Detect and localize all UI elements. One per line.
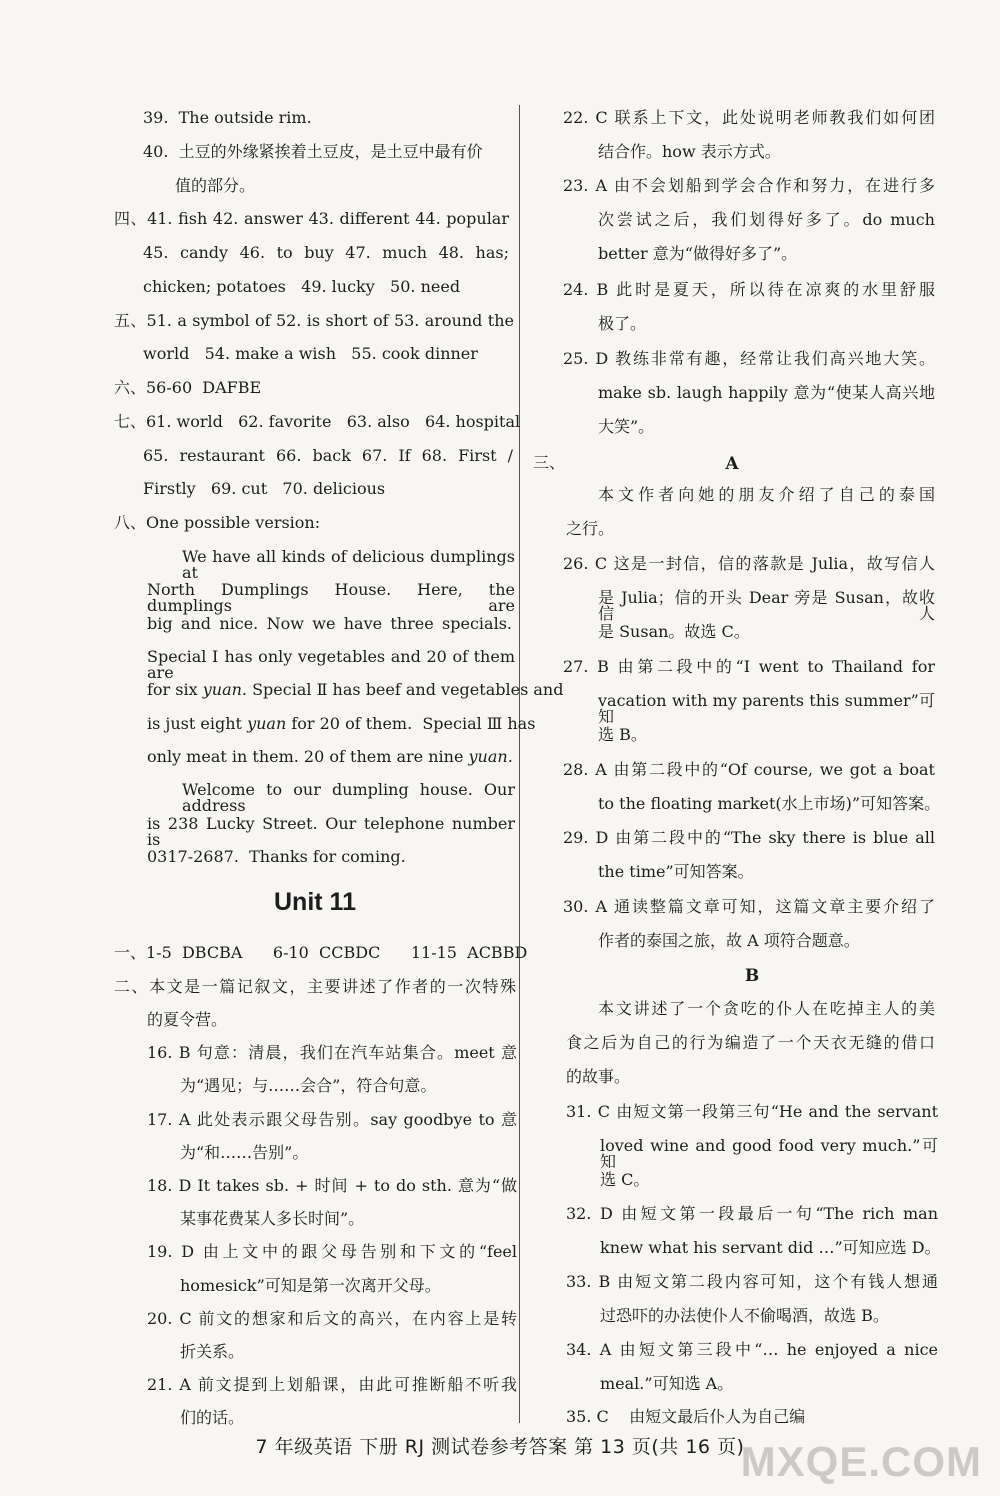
answer-30: 30. A 通读整篇文章可知，这篇文章主要介绍了 bbox=[563, 897, 935, 916]
answer-22-cont: 结合作。how 表示方式。 bbox=[598, 142, 781, 161]
essay-line-2: North Dumplings House. Here, the dumplings are bbox=[147, 580, 515, 615]
unit-section-2: 二、本文是一篇记叙文，主要讲述了作者的一次特殊 bbox=[114, 977, 516, 996]
answer-20: 20. C 前文的想家和后文的高兴，在内容上是转 bbox=[147, 1309, 517, 1328]
answer-32-cont: knew what his servant did …”可知应选 D。 bbox=[600, 1238, 941, 1257]
answer-19-cont: homesick”可知是第一次离开父母。 bbox=[180, 1276, 441, 1295]
essay-line-1: We have all kinds of delicious dumplings at bbox=[182, 547, 515, 582]
section-7-line-3: Firstly 69. cut 70. delicious bbox=[143, 479, 386, 498]
answer-39: 39. The outside rim. bbox=[143, 108, 312, 127]
essay-line-7: only meat in them. 20 of them are nine yuan. bbox=[147, 747, 513, 766]
answer-34: 34. A 由短文第三段中“… he enjoyed a nice bbox=[566, 1340, 938, 1359]
passage-b-summary-cont: 食之后为自己的行为编造了一个天衣无缝的借口 bbox=[566, 1033, 935, 1052]
section-3-label: 三、 bbox=[533, 453, 566, 472]
section-5-line-2: world 54. make a wish 55. cook dinner bbox=[143, 344, 478, 363]
answer-30-cont: 作者的泰国之旅，故 A 项符合题意。 bbox=[598, 931, 860, 950]
answer-25-cont: make sb. laugh happily 意为“使某人高兴地 bbox=[598, 383, 935, 402]
section-6: 六、56-60 DAFBE bbox=[114, 378, 262, 397]
passage-b-summary: 本文讲述了一个贪吃的仆人在吃掉主人的美 bbox=[598, 999, 935, 1018]
answer-26: 26. C 这是一封信，信的落款是 Julia，故写信人 bbox=[563, 554, 935, 573]
section-8-heading: 八、One possible version: bbox=[114, 513, 321, 532]
essay-line-4: Special Ⅰ has only vegetables and 20 of them are bbox=[147, 647, 515, 682]
answer-17-cont: 为“和……告别”。 bbox=[180, 1143, 309, 1162]
answer-21-cont: 们的话。 bbox=[180, 1408, 245, 1427]
answer-31: 31. C 由短文第一段第三句“He and the servant bbox=[566, 1102, 938, 1121]
answer-26-cont: 是 Julia；信的开头 Dear 旁是 Susan，故收信人 bbox=[598, 588, 935, 623]
essay-line-8: Welcome to our dumpling house. Our address bbox=[182, 780, 515, 815]
answer-27: 27. B 由第二段中的“I went to Thailand for bbox=[563, 657, 935, 676]
answer-28-cont: to the floating market(水上市场)”可知答案。 bbox=[598, 794, 941, 813]
unit-section-1: 一、1-5 DBCBA 6-10 CCBDC 11-15 ACBBD bbox=[114, 943, 528, 962]
passage-a-summary: 本文作者向她的朋友介绍了自己的泰国 bbox=[598, 485, 935, 504]
answer-18-cont: 某事花费某人多长时间”。 bbox=[180, 1209, 365, 1228]
page-footer: 7 年级英语 下册 RJ 测试卷参考答案 第 13 页(共 16 页) bbox=[255, 1436, 745, 1458]
essay-line-5: for six yuan. Special Ⅱ has beef and vegetables and bbox=[147, 680, 564, 699]
answer-24-cont: 极了。 bbox=[598, 314, 647, 333]
answer-20-cont: 折关系。 bbox=[180, 1342, 245, 1361]
answer-17: 17. A 此处表示跟父母告别。say goodbye to 意 bbox=[147, 1110, 517, 1129]
passage-a-summary-cont: 之行。 bbox=[566, 519, 615, 538]
answer-16-cont: 为“遇见；与……会合”，符合句意。 bbox=[180, 1076, 437, 1095]
answer-18: 18. D It takes sb. + 时间 + to do sth. 意为“做 bbox=[147, 1176, 517, 1195]
section-4-line-1: 四、41. fish 42. answer 43. different 44. popular bbox=[114, 209, 509, 228]
answer-23: 23. A 由不会划船到学会合作和努力，在进行多 bbox=[563, 176, 935, 195]
section-4-line-3: chicken; potatoes 49. lucky 50. need bbox=[143, 277, 461, 296]
column-divider bbox=[519, 105, 520, 1423]
answer-23-cont: 次尝试之后，我们划得好多了。do much bbox=[598, 210, 935, 229]
essay-line-6: is just eight yuan for 20 of them. Special Ⅲ has bbox=[147, 714, 536, 733]
passage-b-summary-cont-2: 的故事。 bbox=[566, 1067, 631, 1086]
answer-40: 40. 土豆的外缘紧挨着土豆皮，是土豆中最有价 bbox=[143, 142, 483, 161]
answer-32: 32. D 由短文第一段最后一句“The rich man bbox=[566, 1204, 938, 1223]
unit-section-2-cont: 的夏令营。 bbox=[147, 1010, 228, 1029]
answer-29-cont: the time”可知答案。 bbox=[598, 862, 754, 881]
unit-title: Unit 11 bbox=[274, 888, 356, 916]
section-4-line-2: 45. candy 46. to buy 47. much 48. has; bbox=[143, 243, 509, 262]
section-5-line-1: 五、51. a symbol of 52. is short of 53. around the bbox=[114, 311, 514, 330]
answer-23-cont-2: better 意为“做得好多了”。 bbox=[598, 244, 798, 263]
answer-27-cont-2: 选 B。 bbox=[598, 725, 647, 744]
answer-31-cont: loved wine and good food very much.”可知 bbox=[600, 1136, 938, 1171]
passage-b-heading: B bbox=[744, 966, 760, 986]
answer-25-cont-2: 大笑”。 bbox=[598, 417, 655, 436]
passage-a-heading: A bbox=[725, 454, 739, 474]
essay-line-10: 0317-2687. Thanks for coming. bbox=[147, 847, 406, 866]
answer-21: 21. A 前文提到上划船课，由此可推断船不听我 bbox=[147, 1375, 517, 1394]
essay-line-9: is 238 Lucky Street. Our telephone number is bbox=[147, 814, 515, 849]
answer-35: 35. C 由短文最后仆人为自己编 bbox=[566, 1407, 806, 1426]
answer-29: 29. D 由第二段中的“The sky there is blue all bbox=[563, 828, 935, 847]
section-7-line-1: 七、61. world 62. favorite 63. also 64. hospital bbox=[114, 412, 521, 431]
answer-25: 25. D 教练非常有趣，经常让我们高兴地大笑。 bbox=[563, 349, 935, 368]
answer-16: 16. B 句意：清晨，我们在汽车站集合。meet 意 bbox=[147, 1043, 517, 1062]
answer-19: 19. D 由上文中的跟父母告别和下文的“feel bbox=[147, 1242, 517, 1261]
answer-40-cont: 值的部分。 bbox=[175, 176, 256, 195]
answer-27-cont: vacation with my parents this summer”可知 bbox=[598, 691, 935, 726]
essay-line-3: big and nice. Now we have three specials. bbox=[147, 614, 512, 633]
section-7-line-2: 65. restaurant 66. back 67. If 68. First / bbox=[143, 446, 513, 465]
answer-26-cont-2: 是 Susan。故选 C。 bbox=[598, 622, 750, 641]
answer-33-cont: 过恐吓的办法使仆人不偷喝酒，故选 B。 bbox=[600, 1306, 889, 1325]
answer-31-cont-2: 选 C。 bbox=[600, 1170, 650, 1189]
answer-24: 24. B 此时是夏天，所以待在凉爽的水里舒服 bbox=[563, 280, 935, 299]
answer-28: 28. A 由第二段中的“Of course, we got a boat bbox=[563, 760, 935, 779]
answer-34-cont: meal.”可知选 A。 bbox=[600, 1374, 734, 1393]
answer-22: 22. C 联系上下文，此处说明老师教我们如何团 bbox=[563, 108, 935, 127]
answer-33: 33. B 由短文第二段内容可知，这个有钱人想通 bbox=[566, 1272, 938, 1291]
watermark-logo: MXQE.COM bbox=[740, 1438, 982, 1485]
